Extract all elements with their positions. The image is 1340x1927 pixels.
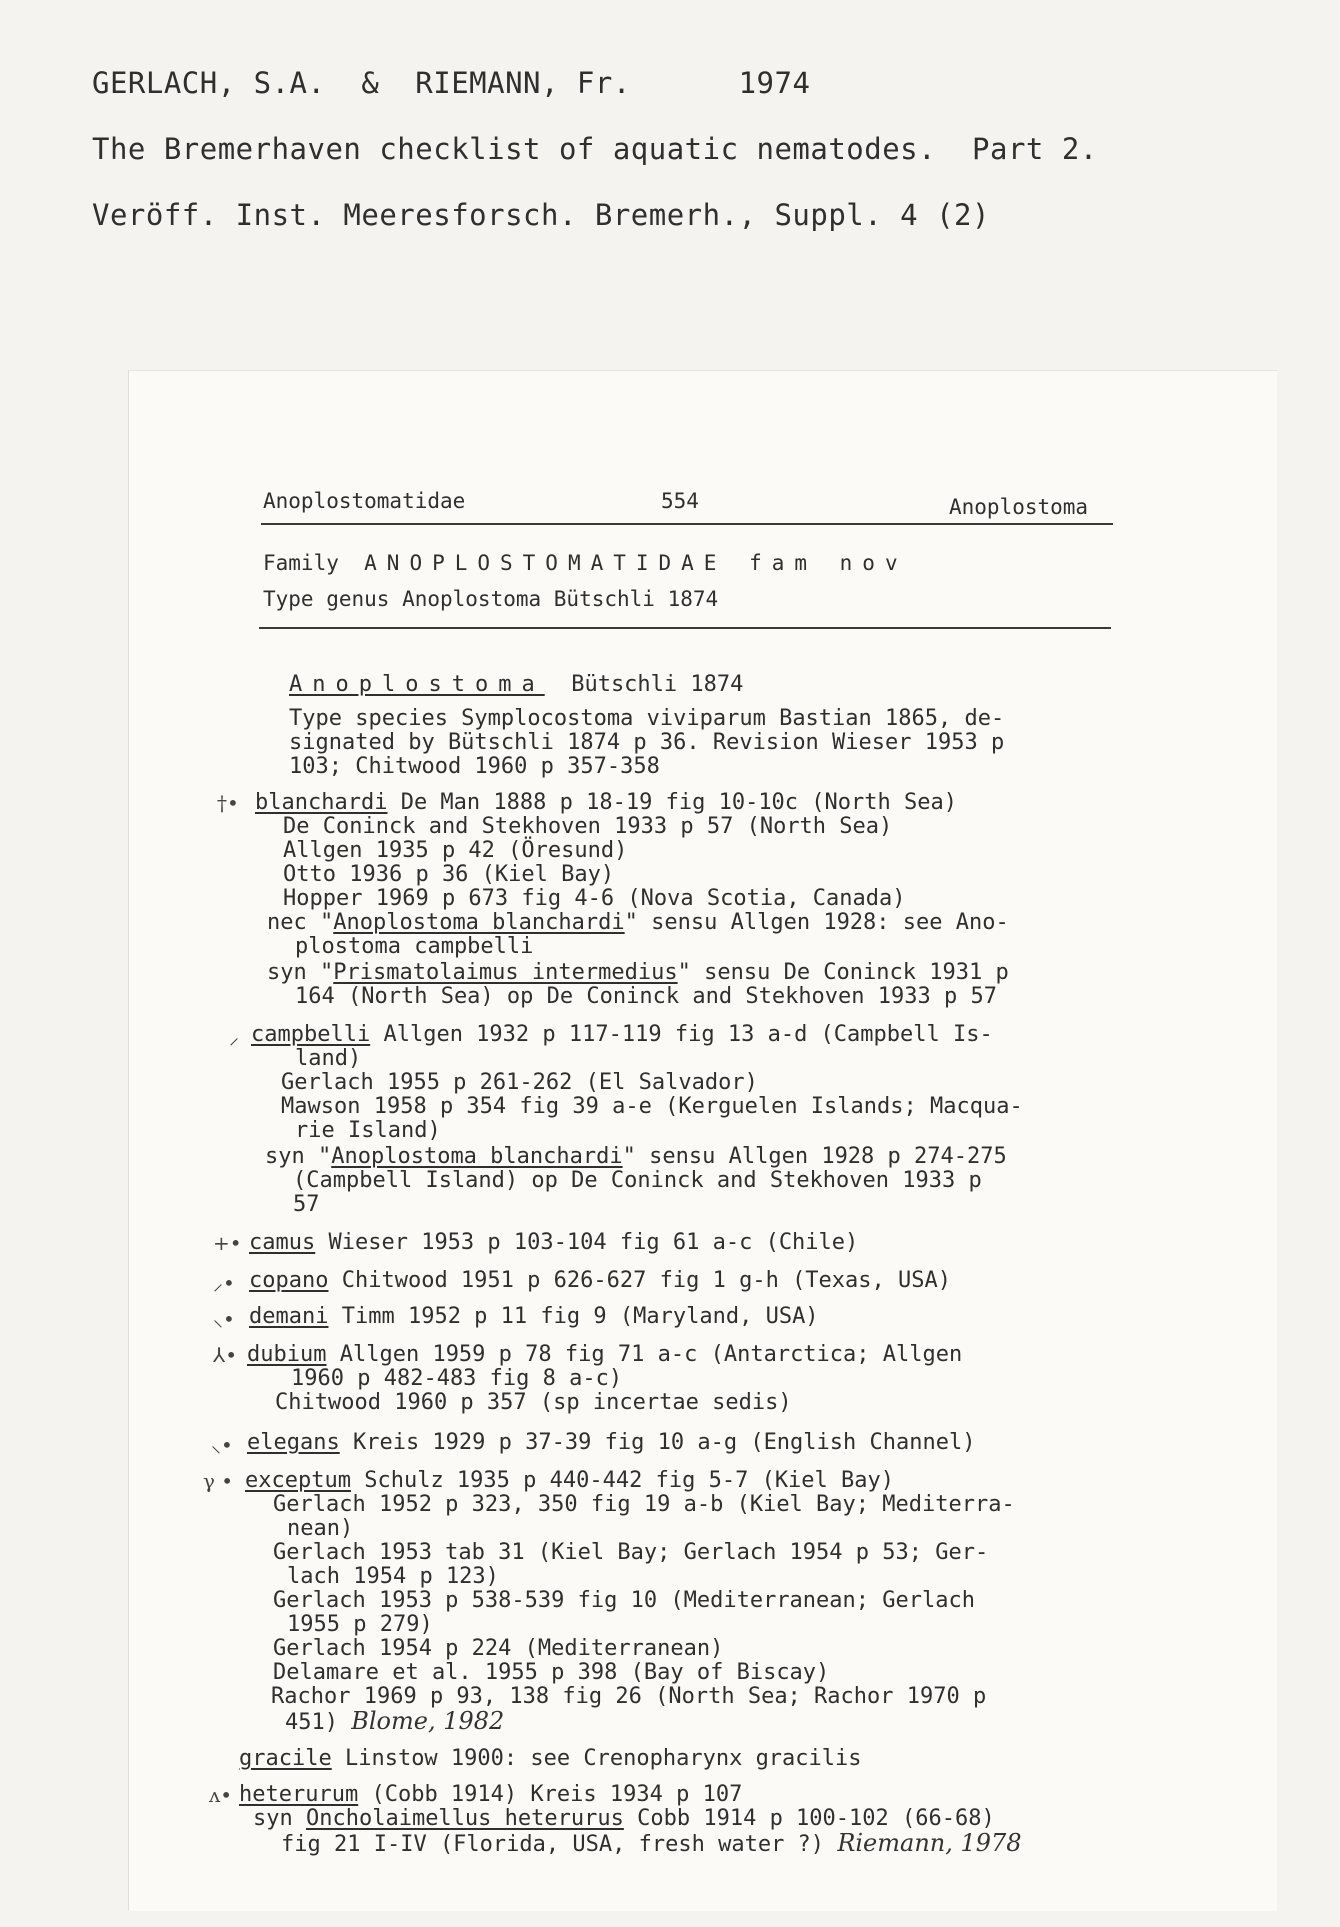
entry-mark: ⸝• xyxy=(213,1271,235,1295)
citation-part: Part 2. xyxy=(972,132,1098,166)
species-name: elegans xyxy=(247,1430,340,1455)
family-rule xyxy=(259,627,1111,629)
syn-name: Oncholaimellus heterurus xyxy=(305,1806,624,1831)
species-name: gracile xyxy=(239,1746,332,1771)
nec-name: Anoplostoma blanchardi xyxy=(333,910,625,935)
reference-line: Gerlach 1954 p 224 (Mediterranean) xyxy=(273,1636,724,1661)
syn-line: syn Oncholaimellus heterurus Cobb 1914 p 100-102 (66-68) xyxy=(253,1806,995,1831)
family-line xyxy=(263,551,908,575)
nec-continuation: plostoma campbelli xyxy=(295,934,534,959)
entry-mark: γ • xyxy=(203,1469,234,1493)
page-number: 554 xyxy=(661,489,699,513)
species-name: dubium xyxy=(247,1342,327,1367)
species-name: demani xyxy=(249,1304,329,1329)
syn-continuation: 164 (North Sea) op De Coninck and Stekhoven 1933 p 57 xyxy=(295,984,997,1009)
species-name: camus xyxy=(249,1230,316,1255)
reference-line: land) xyxy=(295,1046,362,1071)
citation-title: The Bremerhaven checklist of aquatic nematodes. xyxy=(92,132,937,166)
checklist-page xyxy=(128,370,1277,1911)
species-entry-demani: demani Timm 1952 p 11 fig 9 (Maryland, USA) xyxy=(249,1304,819,1329)
reference-line: De Coninck and Stekhoven 1933 p 57 (North Sea) xyxy=(283,814,893,839)
species-name: campbelli xyxy=(251,1022,371,1047)
syn-continuation: (Campbell Island) op De Coninck and Stekhoven 1933 p xyxy=(293,1168,982,1193)
species-name: blanchardi xyxy=(255,790,388,815)
syn-name: Prismatolaimus intermedius xyxy=(333,960,678,985)
entry-mark: †• xyxy=(217,791,239,815)
running-head-left: Anoplostomatidae xyxy=(263,489,466,513)
species-name: heterurum xyxy=(239,1782,359,1807)
reference-line: 451) Blome, 1982 xyxy=(285,1707,505,1735)
citation-year: 1974 xyxy=(738,66,811,100)
reference-line: nean) xyxy=(287,1516,354,1541)
reference-line: Gerlach 1955 p 261-262 (El Salvador) xyxy=(281,1070,758,1095)
reference-line: Allgen 1935 p 42 (Öresund) xyxy=(283,838,628,863)
handwritten-note: Blome, 1982 xyxy=(351,1707,505,1735)
handwritten-note: Riemann, 1978 xyxy=(837,1829,1022,1857)
entry-mark: +• xyxy=(213,1231,242,1255)
reference-line: Gerlach 1952 p 323, 350 fig 19 a-b (Kiel Bay; Mediterra- xyxy=(273,1492,1015,1517)
reference-line: Otto 1936 p 36 (Kiel Bay) xyxy=(283,862,615,887)
entry-mark: ⸜• xyxy=(211,1433,233,1457)
species-name: copano xyxy=(249,1268,329,1293)
reference-line: Hopper 1969 p 673 fig 4-6 (Nova Scotia, Canada) xyxy=(283,886,906,911)
species-entry-blanchardi: blanchardi De Man 1888 p 18-19 fig 10-10c (North Sea) xyxy=(255,790,957,815)
nec-line: nec "Anoplostoma blanchardi" sensu Allgen 1928: see Ano- xyxy=(267,910,1009,935)
syn-name: Anoplostoma blanchardi xyxy=(331,1144,623,1169)
reference-line: Gerlach 1953 p 538-539 fig 10 (Mediterranean; Gerlach xyxy=(273,1588,975,1613)
family-label: Family xyxy=(263,551,339,575)
type-species-line: Type species Symplocostoma viviparum Bastian 1865, de- xyxy=(289,706,1005,731)
syn-line: syn "Prismatolaimus intermedius" sensu De Coninck 1931 p xyxy=(267,960,1009,985)
running-head-right: Anoplostoma xyxy=(949,495,1089,519)
family-type-genus: Type genus Anoplostoma Bütschli 1874 xyxy=(263,587,719,611)
genus-name: Anoplostoma xyxy=(289,672,545,697)
type-species-line: signated by Bütschli 1874 p 36. Revision Wieser 1953 p xyxy=(289,730,1005,755)
reference-line: 1960 p 482-483 fig 8 a-c) xyxy=(291,1366,623,1391)
species-name: exceptum xyxy=(245,1468,351,1493)
reference-line: Rachor 1969 p 93, 138 fig 26 (North Sea; Rachor 1970 p xyxy=(271,1684,987,1709)
species-entry-heterurum: heterurum (Cobb 1914) Kreis 1934 p 107 xyxy=(239,1782,743,1807)
syn-continuation: 57 xyxy=(293,1192,320,1217)
reference-line: lach 1954 p 123) xyxy=(287,1564,499,1589)
type-species-line: 103; Chitwood 1960 p 357-358 xyxy=(289,754,660,779)
entry-mark: ⅄• xyxy=(213,1343,238,1367)
citation-title-line xyxy=(92,132,1098,166)
entry-mark: ⸜• xyxy=(213,1307,235,1331)
entry-mark: ⸝ xyxy=(229,1025,239,1049)
reference-line: rie Island) xyxy=(295,1118,441,1143)
reference-line: Chitwood 1960 p 357 (sp incertae sedis) xyxy=(275,1390,792,1415)
citation-authors: GERLACH, S.A. & RIEMANN, Fr. xyxy=(92,66,631,100)
species-entry-dubium: dubium Allgen 1959 p 78 fig 71 a-c (Antarctica; Allgen xyxy=(247,1342,963,1367)
reference-line: Gerlach 1953 tab 31 (Kiel Bay; Gerlach 1954 p 53; Ger- xyxy=(273,1540,989,1565)
syn-continuation: fig 21 I-IV (Florida, USA, fresh water ?) Riemann, 1978 xyxy=(281,1829,1022,1857)
reference-line: Mawson 1958 p 354 fig 39 a-e (Kerguelen Islands; Macqua- xyxy=(281,1094,1023,1119)
species-entry-copano: copano Chitwood 1951 p 626-627 fig 1 g-h (Texas, USA) xyxy=(249,1268,952,1293)
genus-heading xyxy=(289,673,743,697)
species-entry-camus: camus Wieser 1953 p 103-104 fig 61 a-c (Chile) xyxy=(249,1230,859,1255)
reference-line: Delamare et al. 1955 p 398 (Bay of Biscay) xyxy=(273,1660,830,1685)
species-entry-campbelli: campbelli Allgen 1932 p 117-119 fig 13 a-d (Campbell Is- xyxy=(251,1022,993,1047)
citation-authors-line xyxy=(92,66,810,100)
family-name: ANOPLOSTOMATIDAE fam nov xyxy=(364,551,908,575)
header-rule xyxy=(261,523,1113,525)
citation-journal: Veröff. Inst. Meeresforsch. Bremerh., Suppl. 4 (2) xyxy=(92,198,990,232)
genus-authority: Bütschli 1874 xyxy=(571,672,744,697)
species-entry-gracile: gracile Linstow 1900: see Crenopharynx gracilis xyxy=(239,1746,862,1771)
species-entry-elegans: elegans Kreis 1929 p 37-39 fig 10 a-g (English Channel) xyxy=(247,1430,976,1455)
entry-mark: ʌ• xyxy=(209,1783,233,1807)
reference-line: 1955 p 279) xyxy=(287,1612,433,1637)
syn-line: syn "Anoplostoma blanchardi" sensu Allgen 1928 p 274-275 xyxy=(265,1144,1007,1169)
species-entry-exceptum: exceptum Schulz 1935 p 440-442 fig 5-7 (Kiel Bay) xyxy=(245,1468,895,1493)
